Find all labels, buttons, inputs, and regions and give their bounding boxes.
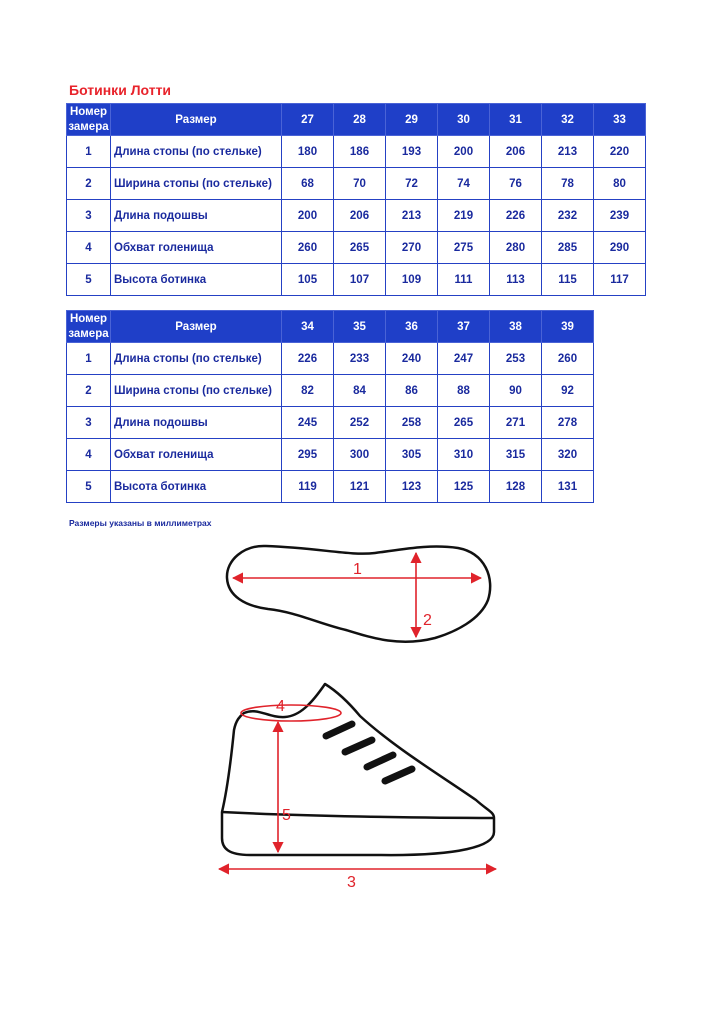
- measure-label-3: 3: [347, 874, 356, 891]
- measure-value: 220: [594, 136, 646, 168]
- measure-value: 239: [594, 200, 646, 232]
- measure-value: 128: [490, 471, 542, 503]
- measure-value: 111: [438, 264, 490, 296]
- measure-value: 200: [282, 200, 334, 232]
- measure-value: 252: [334, 407, 386, 439]
- measure-value: 86: [386, 375, 438, 407]
- lace: [385, 769, 412, 781]
- measure-value: 232: [542, 200, 594, 232]
- size-column-header: 31: [490, 104, 542, 136]
- measure-number: 2: [67, 375, 111, 407]
- measure-number: 4: [67, 439, 111, 471]
- measure-value: 315: [490, 439, 542, 471]
- measure-name: Высота ботинка: [111, 471, 282, 503]
- measure-value: 310: [438, 439, 490, 471]
- measure-value: 113: [490, 264, 542, 296]
- measure-value: 240: [386, 343, 438, 375]
- measure-value: 320: [542, 439, 594, 471]
- measure-value: 80: [594, 168, 646, 200]
- measure-value: 90: [490, 375, 542, 407]
- measure-label-4: 4: [276, 698, 285, 715]
- measure-number: 5: [67, 471, 111, 503]
- measure-name: Длина подошвы: [111, 200, 282, 232]
- measure-value: 285: [542, 232, 594, 264]
- measure-value: 121: [334, 471, 386, 503]
- measure-value: 219: [438, 200, 490, 232]
- measure-number: 1: [67, 136, 111, 168]
- measure-number: 5: [67, 264, 111, 296]
- measure-value: 213: [542, 136, 594, 168]
- measure-value: 119: [282, 471, 334, 503]
- measure-value: 88: [438, 375, 490, 407]
- lace: [345, 740, 372, 752]
- measure-value: 109: [386, 264, 438, 296]
- measure-value: 123: [386, 471, 438, 503]
- measure-value: 265: [334, 232, 386, 264]
- size-column-header: 38: [490, 311, 542, 343]
- measure-value: 105: [282, 264, 334, 296]
- measure-value: 70: [334, 168, 386, 200]
- measure-label-2: 2: [423, 612, 432, 629]
- lace: [326, 724, 352, 736]
- size-header: Размер: [111, 104, 282, 136]
- measure-name: Высота ботинка: [111, 264, 282, 296]
- measure-number: 1: [67, 343, 111, 375]
- measure-value: 258: [386, 407, 438, 439]
- measure-value: 193: [386, 136, 438, 168]
- measure-number: 2: [67, 168, 111, 200]
- sole-line: [222, 812, 494, 818]
- measure-name: Длина подошвы: [111, 407, 282, 439]
- size-column-header: 37: [438, 311, 490, 343]
- measure-label-5: 5: [282, 807, 291, 824]
- measure-value: 78: [542, 168, 594, 200]
- units-note: Размеры указаны в миллиметрах: [69, 518, 212, 528]
- size-column-header: 27: [282, 104, 334, 136]
- measure-value: 76: [490, 168, 542, 200]
- measure-value: 278: [542, 407, 594, 439]
- measure-value: 265: [438, 407, 490, 439]
- measure-value: 275: [438, 232, 490, 264]
- measure-value: 247: [438, 343, 490, 375]
- measure-value: 115: [542, 264, 594, 296]
- measure-number-header: Номер замера: [67, 311, 111, 343]
- measure-value: 84: [334, 375, 386, 407]
- measure-value: 72: [386, 168, 438, 200]
- measure-value: 117: [594, 264, 646, 296]
- measure-name: Длина стопы (по стельке): [111, 136, 282, 168]
- measure-value: 253: [490, 343, 542, 375]
- measure-value: 300: [334, 439, 386, 471]
- measure-value: 280: [490, 232, 542, 264]
- measure-value: 74: [438, 168, 490, 200]
- measure-name: Длина стопы (по стельке): [111, 343, 282, 375]
- measure-number: 3: [67, 200, 111, 232]
- measure-value: 260: [282, 232, 334, 264]
- measure-value: 68: [282, 168, 334, 200]
- measure-name: Обхват голенища: [111, 232, 282, 264]
- measure-value: 107: [334, 264, 386, 296]
- size-column-header: 29: [386, 104, 438, 136]
- size-column-header: 35: [334, 311, 386, 343]
- measure-number-header: Номер замера: [67, 104, 111, 136]
- size-header: Размер: [111, 311, 282, 343]
- measure-value: 305: [386, 439, 438, 471]
- measure-name: Обхват голенища: [111, 439, 282, 471]
- boot-outline: [222, 684, 494, 855]
- measure-label-1: 1: [353, 561, 362, 578]
- measure-value: 131: [542, 471, 594, 503]
- measure-value: 92: [542, 375, 594, 407]
- measure-number: 4: [67, 232, 111, 264]
- measure-value: 206: [334, 200, 386, 232]
- size-column-header: 30: [438, 104, 490, 136]
- measure-value: 260: [542, 343, 594, 375]
- size-column-header: 28: [334, 104, 386, 136]
- measure-ellipse-4: [241, 705, 341, 721]
- measure-value: 200: [438, 136, 490, 168]
- page-title: Ботинки Лотти: [69, 82, 172, 98]
- measure-value: 270: [386, 232, 438, 264]
- measure-value: 213: [386, 200, 438, 232]
- size-column-header: 33: [594, 104, 646, 136]
- measure-value: 233: [334, 343, 386, 375]
- measure-name: Ширина стопы (по стельке): [111, 375, 282, 407]
- measure-value: 290: [594, 232, 646, 264]
- measure-value: 186: [334, 136, 386, 168]
- measure-number: 3: [67, 407, 111, 439]
- measure-value: 125: [438, 471, 490, 503]
- measure-value: 226: [490, 200, 542, 232]
- size-column-header: 32: [542, 104, 594, 136]
- measure-value: 271: [490, 407, 542, 439]
- size-column-header: 34: [282, 311, 334, 343]
- measure-value: 226: [282, 343, 334, 375]
- measure-name: Ширина стопы (по стельке): [111, 168, 282, 200]
- measure-value: 82: [282, 375, 334, 407]
- measure-value: 295: [282, 439, 334, 471]
- lace: [367, 755, 393, 767]
- measure-value: 206: [490, 136, 542, 168]
- measure-value: 245: [282, 407, 334, 439]
- size-column-header: 39: [542, 311, 594, 343]
- size-column-header: 36: [386, 311, 438, 343]
- measure-value: 180: [282, 136, 334, 168]
